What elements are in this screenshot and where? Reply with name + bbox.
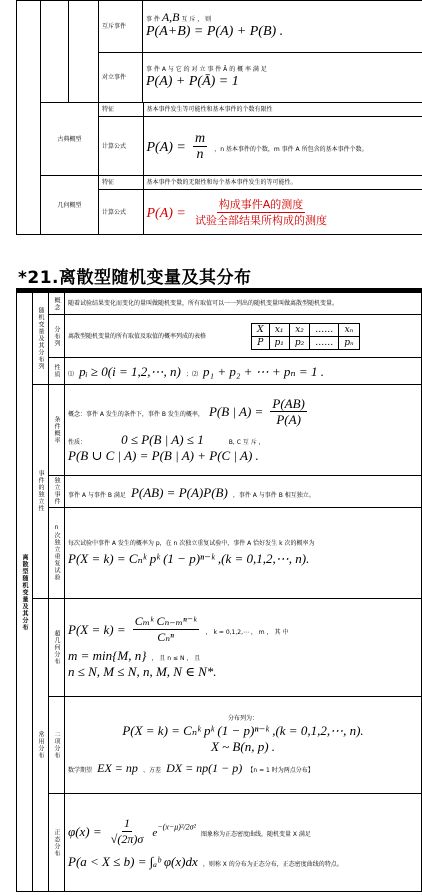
bern-formula: P(X = k) = Cₙᵏ pᵏ (1 − p)ⁿ⁻ᵏ ,(k = 0,1,2,⋯, n). xyxy=(68,550,310,566)
discrete-distribution-table xyxy=(16,292,422,892)
normal-fraction: $\frac{1}{√(2\pi)\sigma}$ xyxy=(110,815,144,846)
dist-label: 分布列 xyxy=(49,315,65,358)
bern-label: n次独立重复试验 xyxy=(49,507,65,599)
cond-prop-formula: 0 ≤ P(B | A) ≤ 1 xyxy=(121,431,204,447)
concept-label: 概念 xyxy=(49,293,65,315)
indep-cell: 事件 A 与事件 B 满足 P(AB) = P(A)P(B) ，事件 A 与事件 B 相互独立。 xyxy=(65,476,422,508)
side-label: 离散型随机变量及其分布 xyxy=(17,293,33,892)
dist-mini-table xyxy=(251,323,360,350)
classical-feature: 基本事件发生等可能性和基本事件的个数有限性 xyxy=(143,103,422,117)
binom-mean: EX = np xyxy=(97,760,138,775)
classical-label: 古典概型 xyxy=(41,103,99,176)
opposite-formula: P(A) + P(Ā) = 1 xyxy=(146,74,239,89)
cond-union-formula: P(B ∪ C | A) = P(B | A) + P(C | A) . xyxy=(68,447,259,463)
geometric-cell xyxy=(99,176,422,235)
classical-feature-label: 特征 xyxy=(99,103,143,117)
opposite-label: 对立事件 xyxy=(99,53,143,103)
spacer-cell xyxy=(41,1,69,103)
binom-formula: P(X = k) = Cₙᵏ pᵏ (1 − p)ⁿ⁻ᵏ ,(k = 0,1,2,⋯, n). xyxy=(122,722,364,738)
section-title: *21.离散型随机变量及其分布 xyxy=(18,268,252,288)
geometric-fraction: $\frac{\text{构成事件A的测度}}{\text{试验全部结果所构成的测度}}$ xyxy=(194,197,327,227)
cond-label: 条件概率 xyxy=(49,384,65,476)
normal-cell: φ(x) = $\frac{1}{√(2\pi)\sigma}$ $e^{-(x-\mu)^2/2\sigma^2}$ 图象称为正态密度曲线，随机变量 X 满足 P(a < X ≤ b) = ∫ₐᵇ φ(x)dx ，则称 X 的分布为正态分布，正态密度曲线的特点。 xyxy=(65,794,422,892)
normal-integral: P(a < X ≤ b) = ∫ₐᵇ φ(x)dx xyxy=(68,853,198,869)
hyper-cond-1: m = min{M, n} xyxy=(68,648,147,664)
geometric-feature: 基本事件个数的无限性和每个基本事件发生的等可能性。 xyxy=(143,176,422,190)
dist-header-cell: X xyxy=(252,323,269,336)
geometric-formula-cell: P(A) = $\frac{\text{构成事件A的测度}}{\text{试验全部结果所构成的测度}}$ xyxy=(143,190,422,235)
hyper-fraction: $\frac{\text{Cₘᵏ Cₙ₋ₘⁿ⁻ᵏ}}{\text{Cₙⁿ}}$ xyxy=(134,614,197,645)
dist-prob-cell: …… xyxy=(310,336,339,349)
indep-label: 独立事件 xyxy=(49,476,65,508)
hyper-cond-3: n ≤ N, M ≤ N, n, M, N ∈ N*. xyxy=(68,664,217,680)
dist-cell: 离散型随机变量的所有取值及取值的概率列成的表格 X x₁ x₂ …… xₙ P p₁ p₂ …… pₙ xyxy=(65,315,422,358)
cond-cell: 概念：事件 A 发生的条件下，事件 B 发生的概率， P(B | A) = $\frac{P(AB)}{P(A)}$ 性质： 0 ≤ P(B | A) ≤ 1 B, C 互 斥 ， P(B ∪ C | A) = P(B | A) + P(C | A) . xyxy=(65,384,422,476)
mutex-formula: P(A+B) = P(A) + P(B) . xyxy=(146,24,284,39)
event-group-label: 事件的独立性 xyxy=(33,384,49,599)
outer-left-cell xyxy=(17,1,41,235)
normal-label: 正态分布 xyxy=(49,794,65,892)
dist-prob-cell: P xyxy=(252,336,269,349)
cond-fraction: $\frac{P(AB)}{P(A)}$ xyxy=(272,395,305,427)
bern-cell: 每次试验中事件 A 发生的概率为 p，在 n 次独立重复试验中，事件 A 恰好发生 k 次的概率为 P(X = k) = Cₙᵏ pᵏ (1 − p)ⁿ⁻ᵏ ,(k = 0,1,2,⋯, n). xyxy=(65,507,422,599)
dist-header-cell: x₁ xyxy=(269,323,289,336)
binom-label: 二项分布 xyxy=(49,696,65,794)
classical-fraction: $\frac{m}{n}$ xyxy=(194,130,206,162)
geometric-formula-label: 计算公式 xyxy=(99,190,143,235)
classical-cell xyxy=(99,103,422,176)
hyper-cell: P(X = k) = $\frac{\text{Cₘᵏ Cₙ₋ₘⁿ⁻ᵏ}}{\text{Cₙⁿ}}$ ， k = 0,1,2,⋯ ， m ， 其 中 m = min{M, n} ， 且 n ≤ N ， 且 n ≤ N, M ≤ N, n, M, N ∈ N*. xyxy=(65,599,422,697)
dist-prob-cell: p₁ xyxy=(269,336,289,349)
dist-header-cell: x₂ xyxy=(289,323,309,336)
mutex-cell: 事 件 A,B 互 斥 ， 则 P(A+B) = P(A) + P(B) . xyxy=(143,1,422,53)
concept-text: 随着试验结果变化而变化的量叫做随机变量，所有取值可以一一列出的随机变量叫做离散型随机变量。 xyxy=(65,293,422,315)
common-group-label: 常用分布 xyxy=(33,599,49,892)
prop-formula-1: pᵢ ≥ 0(i = 1,2,⋯, n) xyxy=(79,364,181,380)
dist-prob-cell: pₙ xyxy=(339,336,359,349)
binom-cell: 分布列为： P(X = k) = Cₙᵏ pᵏ (1 − p)ⁿ⁻ᵏ ,(k = 0,1,2,⋯, n). X ~ B(n, p) . 数学期望 EX = np 、方差 DX = np(1 − p) 【n = 1 时为两点分布】 xyxy=(65,696,422,794)
dist-prob-cell: p₂ xyxy=(289,336,309,349)
spacer-cell-2 xyxy=(69,1,99,103)
geometric-label: 几何概型 xyxy=(41,176,99,235)
hyper-label: 超几何分布 xyxy=(49,599,65,697)
normal-exponent: −(x−μ)²/2σ² xyxy=(157,822,196,832)
prop-cell: ⑴ pᵢ ≥ 0(i = 1,2,⋯, n) ；⑵ p₁ + p₂ + ⋯ + pₙ = 1 . xyxy=(65,358,422,384)
probability-table-top xyxy=(16,0,422,235)
prop-formula-2: p₁ + p₂ + ⋯ + pₙ = 1 . xyxy=(203,364,324,380)
dist-header-cell: xₙ xyxy=(339,323,359,336)
binom-notation: X ~ B(n, p) . xyxy=(210,738,276,754)
indep-formula: P(AB) = P(A)P(B) xyxy=(130,484,228,500)
binom-var: DX = np(1 − p) xyxy=(166,760,243,775)
dist-header-cell: …… xyxy=(310,323,339,336)
prop-label: 性质 xyxy=(49,358,65,384)
geometric-feature-label: 特征 xyxy=(99,176,143,190)
mutex-label: 互斥事件 xyxy=(99,1,143,53)
opposite-cell: 事 件 A 与 它 的 对 立 事 件 Ā 的 概 率 满 足 P(A) + P(Ā) = 1 xyxy=(143,53,422,103)
def-group-label: 随机变量及其分布列 xyxy=(33,293,49,385)
classical-formula-label: 计算公式 xyxy=(99,117,143,176)
classical-formula-cell: P(A) = $\frac{m}{n}$ ，n 基本事件的个数，m 事件 A 所包含的基本事件个数。 xyxy=(143,117,422,176)
